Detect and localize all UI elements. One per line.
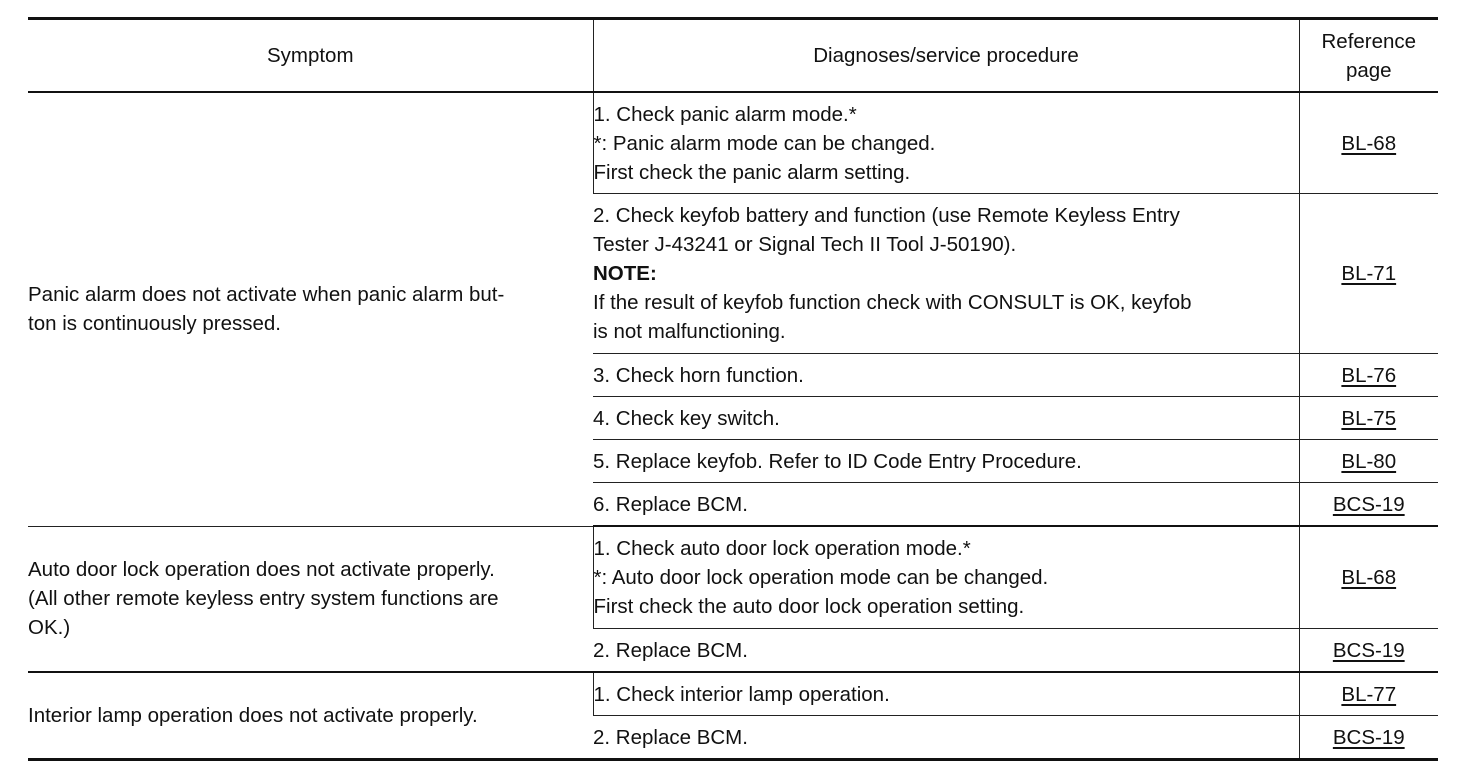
reference-link-bl-68[interactable]: BL-68	[1341, 131, 1397, 155]
reference-cell	[1299, 716, 1438, 760]
symptom-text: Auto door lock operation does not activate properly.	[28, 558, 495, 582]
procedure-text: *: Auto door lock operation mode can be changed.	[593, 566, 1049, 589]
table-row	[28, 672, 1438, 716]
reference-link-bcs-19[interactable]: BCS-19	[1332, 638, 1405, 662]
reference-link-bcs-19[interactable]: BCS-19	[1332, 725, 1405, 749]
procedure-text: 5. Replace keyfob. Refer to ID Code Entry Procedure.	[593, 449, 1082, 473]
reference-link-bl-68[interactable]: BL-68	[1341, 566, 1397, 589]
reference-cell	[1299, 92, 1438, 194]
procedure-cell	[593, 92, 1299, 194]
symptom-cell-panic-alarm	[28, 92, 593, 526]
reference-link-bl-71[interactable]: BL-71	[1341, 262, 1397, 285]
procedure-text: First check the panic alarm setting.	[593, 160, 911, 184]
procedure-cell	[593, 440, 1299, 483]
procedure-cell	[593, 354, 1299, 397]
symptom-text: Panic alarm does not activate when panic alarm but-	[28, 283, 505, 307]
symptom-text: Interior lamp operation does not activate properly.	[28, 704, 478, 727]
symptom-text: (All other remote keyless entry system functions are	[28, 587, 499, 611]
procedure-text: 4. Check key switch.	[593, 406, 780, 430]
header-procedure: Diagnoses/service procedure	[593, 19, 1299, 93]
table-row	[28, 526, 1438, 629]
symptom-text: OK.)	[28, 616, 71, 640]
procedure-text: 1. Check interior lamp operation.	[593, 682, 890, 706]
procedure-text: First check the auto door lock operation setting.	[593, 595, 1025, 618]
reference-cell	[1299, 354, 1438, 397]
procedure-text: 2. Replace BCM.	[593, 725, 748, 749]
reference-cell	[1299, 440, 1438, 483]
symptom-cell-auto-door-lock	[28, 526, 593, 672]
symptom-text: ton is continuously pressed.	[28, 312, 281, 336]
reference-link-bl-76[interactable]: BL-76	[1341, 363, 1397, 387]
reference-link-bl-77[interactable]: BL-77	[1341, 682, 1397, 706]
procedure-text: 1. Check panic alarm mode.*	[593, 102, 857, 126]
procedure-cell	[593, 526, 1299, 629]
reference-cell	[1299, 672, 1438, 716]
reference-cell	[1299, 483, 1438, 527]
table-row	[28, 92, 1438, 194]
note-label: NOTE:	[593, 262, 657, 285]
reference-cell	[1299, 629, 1438, 673]
procedure-cell	[593, 672, 1299, 716]
procedure-text: 3. Check horn function.	[593, 363, 804, 387]
procedure-text: Tester J-43241 or Signal Tech II Tool J-50190).	[593, 233, 1017, 256]
procedure-text: 6. Replace BCM.	[593, 492, 748, 516]
procedure-cell	[593, 194, 1299, 354]
reference-cell	[1299, 194, 1438, 354]
symptom-cell-interior-lamp	[28, 672, 593, 760]
procedure-cell	[593, 397, 1299, 440]
header-symptom: Symptom	[28, 19, 593, 93]
procedure-text: 1. Check auto door lock operation mode.*	[593, 537, 971, 560]
reference-link-bl-80[interactable]: BL-80	[1341, 449, 1397, 473]
procedure-text: is not malfunctioning.	[593, 320, 786, 343]
reference-link-bcs-19[interactable]: BCS-19	[1332, 492, 1405, 516]
reference-cell	[1299, 526, 1438, 629]
header-row	[28, 19, 1438, 93]
reference-link-bl-75[interactable]: BL-75	[1341, 406, 1397, 430]
procedure-text: *: Panic alarm mode can be changed.	[593, 131, 936, 155]
procedure-cell	[593, 483, 1299, 527]
diagnosis-table	[28, 17, 1438, 761]
reference-cell	[1299, 397, 1438, 440]
procedure-text: If the result of keyfob function check with CONSULT is OK, keyfob	[593, 291, 1192, 314]
procedure-text: 2. Replace BCM.	[593, 638, 748, 662]
procedure-text: 2. Check keyfob battery and function (use Remote Keyless Entry	[593, 204, 1180, 227]
procedure-cell	[593, 716, 1299, 760]
procedure-cell	[593, 629, 1299, 673]
header-reference: Reference page	[1299, 19, 1438, 93]
